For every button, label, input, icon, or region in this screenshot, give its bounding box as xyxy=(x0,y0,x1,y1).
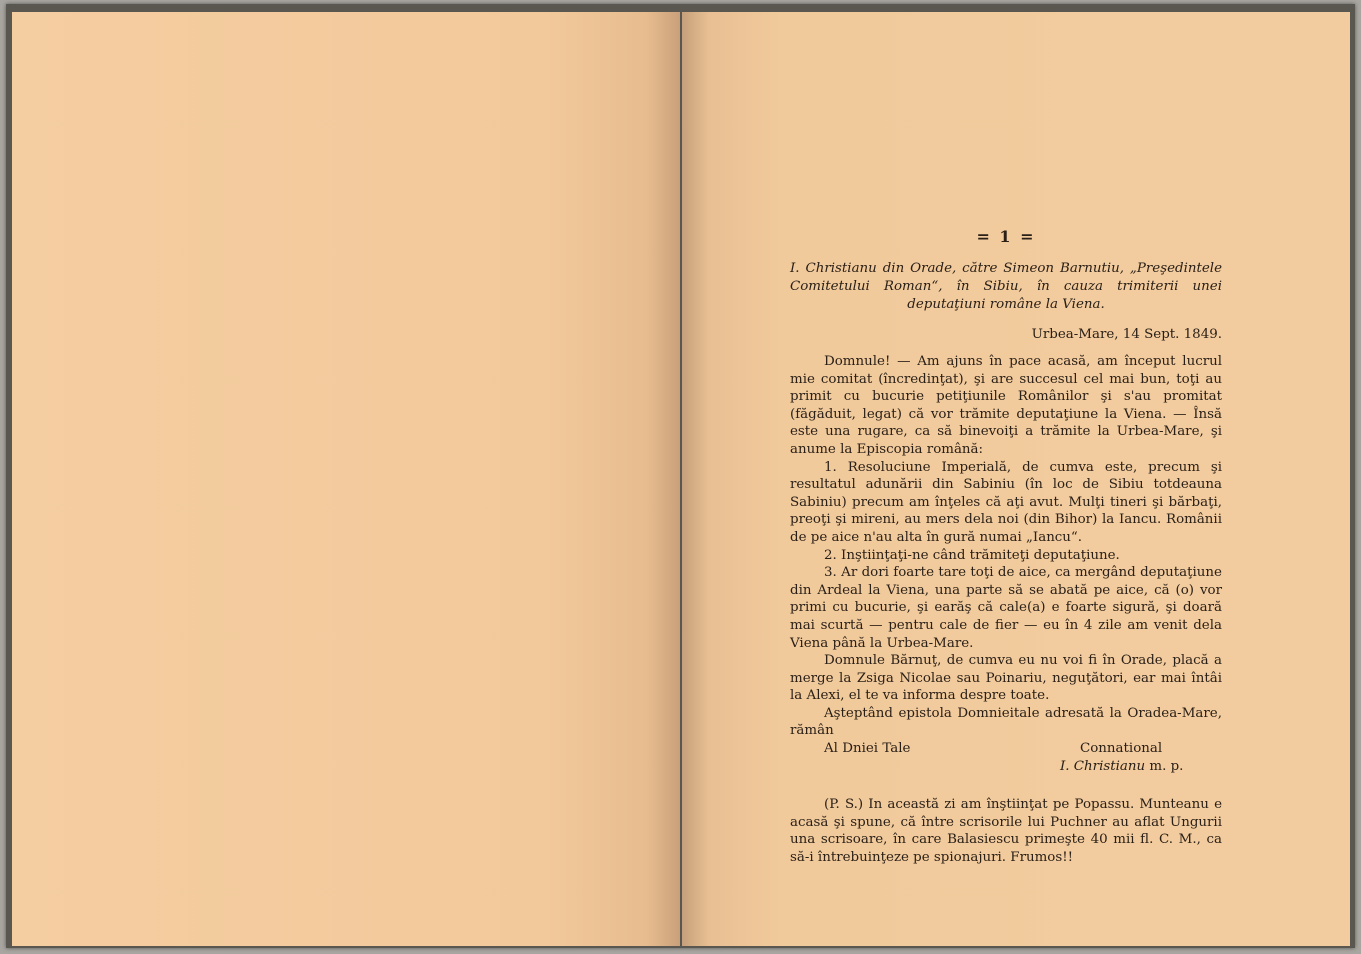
paragraph: 1. Resoluciune Imperială, de cumva este, precum şi resultatul adunării din Sabiniu (în loc de Sibiu totdeauna Sabiniu) precum am înţeles că aţi avut. Mulţi tineri şi bărbaţi, preoţi şi mireni, au mers dela noi (din Bihor) la Iancu. Românii de pe aice n'au alta în gură numai „Iancu“. xyxy=(790,459,1222,545)
paragraph: 3. Ar dori foarte tare toţi de aice, ca mergând deputaţiune din Ardeal la Viena, una parte să se abată pe aice, că (o) vor primi cu bucurie, şi earăş că cale(a) e foarte sigură, şi doară mai scurtă — pentru cale de fier — eu în 4 zile am venit dela Viena până la Urbea-Mare. xyxy=(790,565,1222,651)
postscript: (P. S.) In această zi am înştiinţat pe Popassu. Munteanu e acasă şi spune, că între scrisorile lui Puchner au aflat Ungurii una scrisoare, în care Balasiescu primeşte 40 mii fl. C. M., ca să-i întrebuinţeze pe spionajuri. Frumos!! xyxy=(790,797,1222,865)
paragraph: Domnule Bărnuţ, de cumva eu nu voi fi în Orade, placă a merge la Zsiga Nicolae sau Poinariu, neguţători, ear mai întâi la Alexi, el te va informa despre toate. xyxy=(790,653,1222,704)
right-page xyxy=(682,12,1350,946)
closing-block xyxy=(790,740,1222,776)
closing-right: Connational xyxy=(1080,741,1163,757)
book-spread xyxy=(6,4,1355,948)
letter-heading: I. Christianu din Orade, către Simeon Barnutiu, „Preşedintele Comitetului Roman“, în Sibiu, în cauza trimiterii unei deputaţiuni române la Viena. xyxy=(790,261,1222,312)
place-date: Urbea-Mare, 14 Sept. 1849. xyxy=(1031,327,1222,342)
signature-suffix: m. p. xyxy=(1149,759,1184,775)
paragraph: Aşteptând epistola Domnieitale adresată la Oradea-Mare, rămân xyxy=(790,705,1222,739)
paragraph: Domnule! — Am ajuns în pace acasă, am început lucrul mie comitat (încredinţat), şi are succesul cel mai bun, toţi au primit cu bucurie petiţiunile Românilor şi s'au promitat (făgăduit, legat) că vor trămite deputaţiune la Viena. — Însă este una rugare, ca să binevoiţi a trămite la Urbea-Mare, şi anume la Episcopia română: xyxy=(790,354,1222,457)
paragraph: 2. Inştiinţaţi-ne când trămiteţi deputaţiune. xyxy=(824,547,1120,563)
signature xyxy=(1060,758,1183,776)
closing-left: Al Dniei Tale xyxy=(824,741,911,757)
page-number: = 1 = xyxy=(976,227,1036,246)
left-page-blank xyxy=(12,12,680,946)
signature-name: I. Christianu xyxy=(1060,759,1146,775)
letter-body xyxy=(790,353,1222,866)
